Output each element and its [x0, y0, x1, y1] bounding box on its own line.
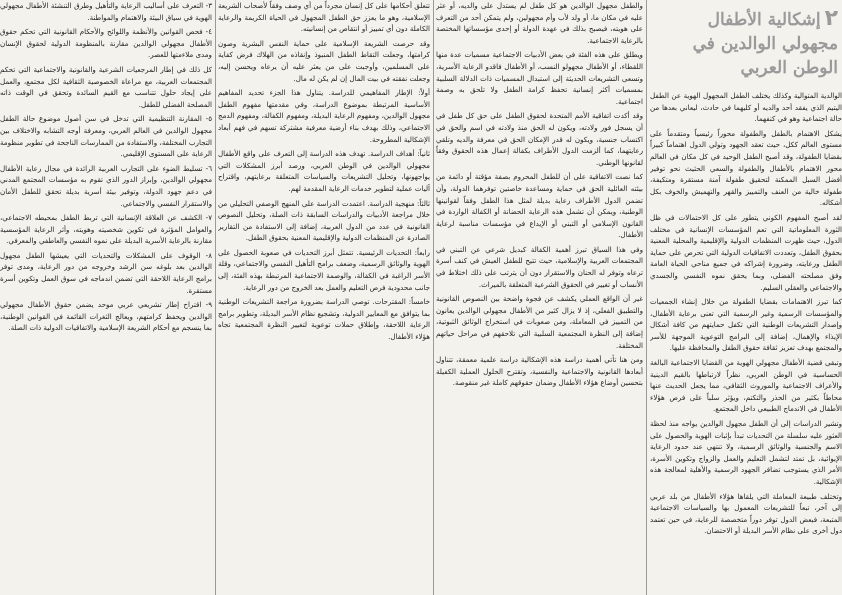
paragraph: تتعلق أحكامها على كل إنسان مجرداً من أي وصف وفقاً لأصحاب الشريعة الإسلامية، وهو ما يعزز حق الطفل المجهول في الحياة الكريمة والرعاية الكاملة دون أي تمييز أو انتقاص من إنسانيته. [218, 1, 430, 34]
column-left [0, 0, 212, 595]
paragraph: وقد أكدت اتفاقية الأمم المتحدة لحقوق الطفل على حق كل طفل في أن يسجل فور ولادته، ويكون له الحق منذ ولادته في اسم والحق في اكتساب جنسية، ويكون له قدر الإمكان الحق في معرفة والديه وتلقي رعايتهما، كما ألزمت الدول الأطراف بكفالة إعمال هذه الحقوق وفقاً لقانونها الوطني. [436, 111, 643, 167]
paragraph: ٦- تسليط الضوء على التجارب العربية الرائدة في مجال رعاية الأطفال مجهولي الوالدين، وإبراز الدور الذي تقوم به مؤسسات المجتمع المدني في دعم جهود الدولة، وتوفير بيئة أسرية بديلة تحقق للطفل الأمان والاستقرار النفسي والاجتماعي. [0, 163, 212, 208]
column-divider [433, 0, 434, 595]
column-divider [215, 0, 216, 595]
paragraph: ثانياً: أهداف الدراسة. تهدف هذه الدراسة إلى التعرف على واقع الأطفال مجهولي الوالدين في الوطن العربي، ورصد أبرز المشكلات التي يواجهونها، وتحليل التشريعات والسياسات المتعلقة برعايتهم، واقتراح آليات عملية لتطوير خدمات الرعاية المقدمة لهم. [218, 149, 430, 193]
column-right [650, 0, 842, 595]
paragraph: لقد أصبح المفهوم الكوني يتطور على كل الاحتمالات في ظل الثورة المعلوماتية التي تعم المؤسسات الإنسانية في مختلف الدول، حيث ظهرت المنظمات الدولية والإقليمية والمحلية المعنية بحقوق الطفل، وتعددت الاتفاقيات الدولية التي تحرص على حماية الطفل ورعايته، وضرورة إشراكه في جميع مناحي الحياة العامة وفق مصلحته الفضلى، وبما يحقق نموه النفسي والجسدي والاجتماعي والعقلي السليم. [650, 212, 842, 292]
paragraph: وقد حرصت الشريعة الإسلامية على حماية النفس البشرية وصون كرامتها، وجعلت التقاط الطفل المنبوذ وإنقاذه من الهلاك فرض كفاية على المسلمين، وأوجبت على من يعثر عليه أن يرعاه ويحسن إليه، وجعلت نفقته في بيت المال إن لم يكن له مال. [218, 38, 430, 83]
article-header [654, 8, 838, 80]
paragraph: ثالثاً: منهجية الدراسة. اعتمدت الدراسة على المنهج الوصفي التحليلي من خلال مراجعة الأدبيات والدراسات السابقة ذات الصلة، وتحليل النصوص القانونية في عدد من الدول العربية، إضافة إلى الاستفادة من التقارير الصادرة عن المنظمات الدولية والإقليمية المعنية بحقوق الطفل. [218, 198, 430, 243]
paragraph: كل ذلك في إطار المرجعيات الشرعية والقانونية والاجتماعية التي تحكم المجتمعات العربية، مع مراعاة الخصوصية الثقافية لكل مجتمع، والعمل على إيجاد حلول تتناسب مع القيم السائدة وتحقق في الوقت ذاته المصلحة الفضلى للطفل. [0, 64, 212, 109]
paragraph: الوالدية المتوالية وكذلك يختلف الطفل المجهول الهوية عن الطفل اليتيم الذي يفقد أحد والديه أو كليهما في حادث، ليعاني بعدها من حالة اجتماعية وهو في كنفهما. [650, 91, 842, 124]
paragraph: ومن هنا تأتي أهمية دراسة هذه الإشكالية دراسة علمية معمقة، تتناول أبعادها القانونية والاجتماعية والنفسية، وتقترح الحلول العملية الكفيلة بتحسين أوضاع هؤلاء الأطفال وضمان حقوقهم كاملة غير منقوصة. [436, 355, 643, 388]
paragraph: ٣- التعرف على أساليب الرعاية والتأهيل وطرق التنشئة الأطفال مجهولي الهوية في سياق البيئة والاهتمام والمواطنة. [0, 1, 212, 22]
paragraph: وتشير الدراسات إلى أن الطفل مجهول الوالدين يواجه منذ لحظة العثور عليه سلسلة من التحديات تبدأ بإثبات الهوية والحصول على الاسم والجنسية والوثائق الرسمية، ولا تنتهي عند حدود الرعاية الإيوائية، بل تمتد لتشمل التعليم والعمل والزواج وتكوين الأسرة، الأمر الذي يستوجب تضافر الجهود الرسمية والأهلية لمعالجة هذه الإشكالية. [650, 419, 842, 486]
paragraph: وتختلف طبيعة المعاملة التي يلقاها هؤلاء الأطفال من بلد عربي إلى آخر، تبعاً للتشريعات المعمول بها والسياسات الاجتماعية المتبعة، فبعض الدول توفر دوراً متخصصة للرعاية، في حين تعتمد دول أخرى على نظام الأسر البديلة أو الاحتضان. [650, 491, 842, 536]
paragraph: خامساً: المقترحات. توصي الدراسة بضرورة مراجعة التشريعات الوطنية بما يتوافق مع المعايير الدولية، وتشجيع نظام الأسر البديلة، وتطوير برامج الرعاية اللاحقة، وإطلاق حملات توعوية لتغيير النظرة المجتمعية تجاه هؤلاء الأطفال. [218, 297, 430, 342]
article-title: إشكالية الأطفال مجهولي الوالدين في الوطن العربي [692, 10, 838, 78]
paragraph: ٧- الكشف عن العلاقة الإنسانية التي تربط الطفل بمحيطه الاجتماعي، والعوامل المؤثرة في تكوين شخصيته وهويته، وأثر الرعاية المؤسسية مقارنة بالرعاية الأسرية البديلة على نموه النفسي والعاطفي والمعرفي. [0, 213, 212, 246]
article-number: ٢ [824, 6, 838, 31]
paragraph: أولاً: الإطار المفاهيمي للدراسة. يتناول هذا الجزء تحديد المفاهيم الأساسية المرتبطة بموضوع الدراسة، وفي مقدمتها مفهوم الطفل مجهول الوالدين، ومفهوم الرعاية البديلة، ومفهوم الكفالة، ومفهوم الدمج الاجتماعي، وذلك بهدف بناء أرضية معرفية مشتركة تسهم في فهم أبعاد الإشكالية المطروحة. [218, 88, 430, 144]
paragraph: ٩- اقتراح إطار تشريعي عربي موحد يضمن حقوق الأطفال مجهولي الوالدين ويحفظ كرامتهم، ويعالج الثغرات القائمة في القوانين الوطنية، بما ينسجم مع أحكام الشريعة الإسلامية والاتفاقيات الدولية ذات الصلة. [0, 300, 212, 333]
paragraph: رابعاً: التحديات الرئيسية. تتمثل أبرز التحديات في صعوبة الحصول على الهوية والوثائق الرسمية، وضعف برامج التأهيل النفسي والاجتماعي، وقلة الأسر الراغبة في الكفالة، والوصمة الاجتماعية المرتبطة بهذه الفئة، إلى جانب محدودية فرص التعليم والعمل بعد الخروج من دور الرعاية. [218, 247, 430, 292]
column-center-right [436, 0, 643, 595]
paragraph: يشكل الاهتمام بالطفل والطفولة محوراً رئيسياً ومتقدماً على مستوى العالم ككل، حيث تعقد الجهود وتولي الدول اهتماماً كبيراً بقضايا الطفولة، وقد أصبح الطفل الوحيد في كل مكان في العالم محور الاهتمام بالأطفال والطفولة والسعي الحثيث نحو توفير أفضل السبل الممكنة لتحقيق طفولة آمنة مستقرة ومتكيفة، طفولة خالية من العنف والتمييز والقهر والتهميش والخوف بكل أشكاله. [650, 128, 842, 208]
paragraph: ويطلق على هذه الفئة في بعض الأدبيات الاجتماعية مسميات عدة منها اللقطاء، أو الأطفال مجهولو النسب، أو الأطفال فاقدو الرعاية الأسرية، وتسعى التشريعات الحديثة إلى استبدال المسميات ذات الدلالة السلبية بمسميات أكثر إنسانية تحفظ كرامة الطفل ولا تلحق به وصمة اجتماعية. [436, 50, 643, 106]
paragraph: كما تبرز الاهتمامات بقضايا الطفولة من خلال إنشاء الجمعيات والمؤسسات الرسمية وغير الرسمية التي تعنى برعاية الأطفال، وإصدار التشريعات الوطنية التي تكفل حمايتهم من كافة أشكال الإيذاء والإهمال، إضافة إلى البرامج التوعوية الموجهة للأسر والمجتمع بهدف تعزيز ثقافة حقوق الطفل والمحافظة عليها. [650, 297, 842, 353]
paragraph: غير أن الواقع العملي يكشف عن فجوة واضحة بين النصوص القانونية والتطبيق الفعلي، إذ لا يزال كثير من الأطفال مجهولي الوالدين يعانون من التمييز في المعاملة، ومن صعوبات في استخراج الوثائق الثبوتية، إضافة إلى النظرة المجتمعية السلبية التي تلاحقهم في مراحل حياتهم المختلفة. [436, 294, 643, 350]
paragraph: والطفل مجهول الوالدين هو كل طفل لم يستدل على والديه، أو عثر عليه في مكان ما، أو ولد لأب وأم مجهولين، ولم يتمكن أحد من التعرف على هويته، فيصبح بذلك في عهدة الدولة أو إحدى مؤسساتها المختصة بالرعاية الاجتماعية. [436, 1, 643, 45]
paragraph: ٨- الوقوف على المشكلات والتحديات التي يعيشها الطفل مجهول الوالدين بعد بلوغه سن الرشد وخروجه من دور الرعاية، ومدى توفر برامج الرعاية اللاحقة التي تضمن اندماجه في سوق العمل وتكوين أسرة مستقرة. [0, 250, 212, 295]
paragraph: كما نصت الاتفاقية على أن للطفل المحروم بصفة مؤقتة أو دائمة من بيئته العائلية الحق في حماية ومساعدة خاصتين توفرهما الدولة، وأن تضمن الدول الأطراف رعاية بديلة لمثل هذا الطفل وفقاً لقوانينها الوطنية، ويمكن أن تشمل هذه الرعاية الحضانة أو الكفالة الواردة في القانون الإسلامي أو التبني أو الإيداع في مؤسسات مناسبة لرعاية الأطفال. [436, 172, 643, 240]
paragraph: وتبقى قضية الأطفال مجهولي الهوية من القضايا الاجتماعية البالغة الحساسية في الوطن العربي، نظراً لارتباطها بالقيم الدينية والأعراف الاجتماعية والموروث الثقافي، مما يجعل الحديث عنها محاطاً بكثير من الحذر والتكتم، ويؤثر سلباً على فرص هؤلاء الأطفال في الاندماج الطبيعي داخل المجتمع. [650, 358, 842, 414]
paragraph: ٤- فحص القوانين والأنظمة واللوائح والأحكام القانونية التي تحكم حقوق الأطفال مجهولي الوالدين مقارنة بالمنظومة الدولية لحقوق الإنسان ومدى ملاءمتها للعصر. [0, 27, 212, 60]
paragraph: وفي هذا السياق تبرز أهمية الكفالة كبديل شرعي عن التبني في المجتمعات العربية والإسلامية، حيث تتيح للطفل العيش في كنف أسرة ترعاه وتوفر له الحنان والاستقرار دون أن يترتب على ذلك اختلاط في الأنساب أو تغيير في الحقوق الشرعية المتعلقة بالميراث. [436, 244, 643, 289]
column-center-left [218, 0, 430, 595]
column-divider [646, 0, 647, 595]
paragraph: ٥- المقارنة التنظيمية التي تدخل في سن أصول موضوع حالة الطفل مجهول الوالدين في العالم العربي، ومعرفة أوجه التشابه والاختلاف بين التجارب المختلفة، والاستفادة من الممارسات الناجحة في تطوير منظومة الرعاية على المستوى الإقليمي. [0, 114, 212, 159]
